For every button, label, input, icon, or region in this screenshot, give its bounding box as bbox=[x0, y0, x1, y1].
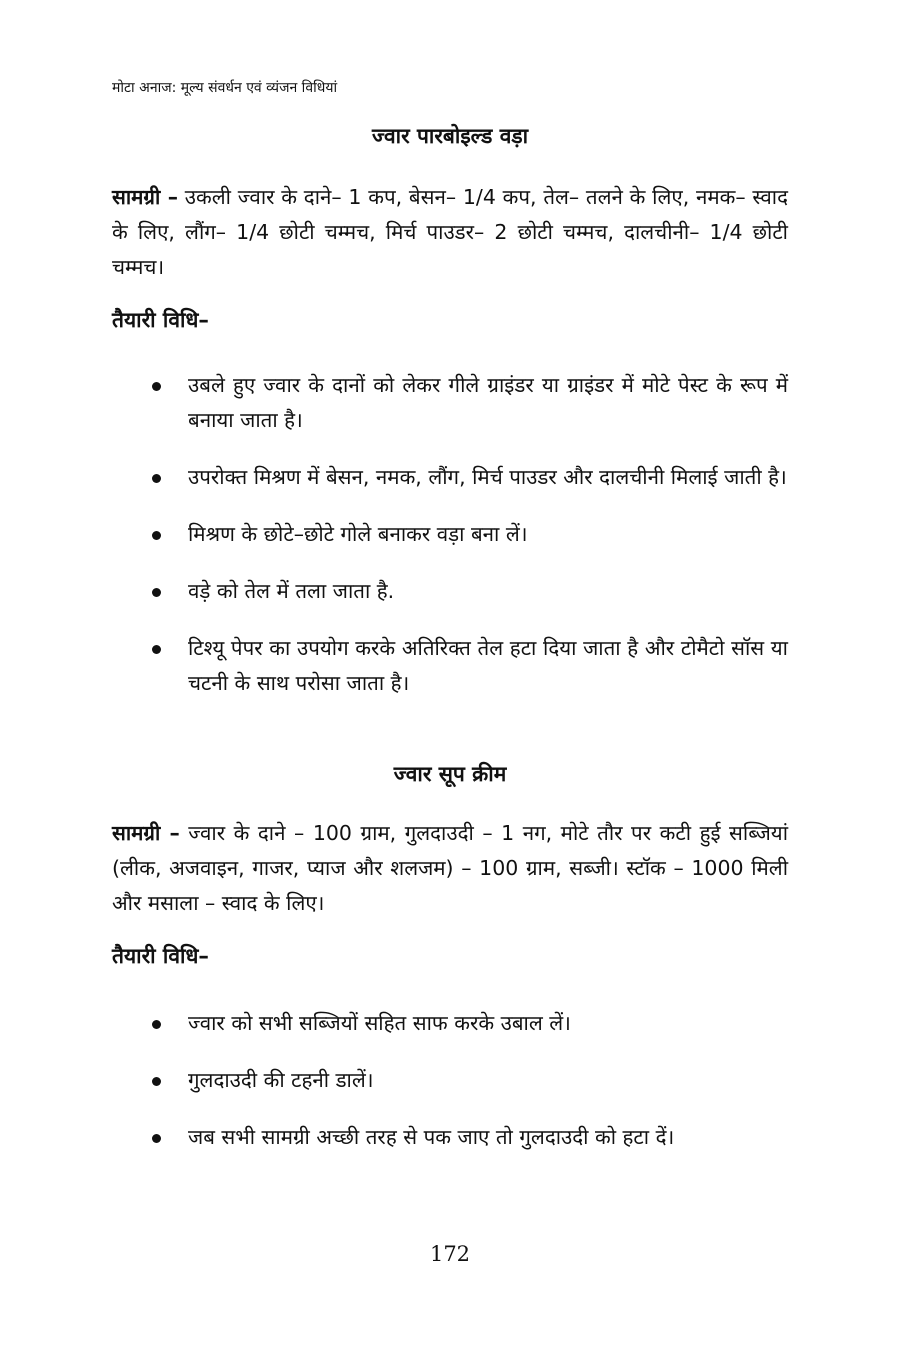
list-item bbox=[112, 574, 788, 609]
step-text: मिश्रण के छोटे–छोटे गोले बनाकर वड़ा बना लें। bbox=[188, 522, 528, 546]
step-text: उपरोक्त मिश्रण में बेसन, नमक, लौंग, मिर्च पाउडर और दालचीनी मिलाई जाती है। bbox=[188, 465, 787, 489]
step-text: जब सभी सामग्री अच्छी तरह से पक जाए तो गुलदाउदी को हटा दें। bbox=[188, 1125, 675, 1149]
list-item bbox=[112, 1063, 788, 1098]
running-head: मोटा अनाज: मूल्य संवर्धन एवं व्यंजन विधियां bbox=[112, 80, 338, 96]
step-text: गुलदाउदी की टहनी डालें। bbox=[188, 1068, 374, 1092]
list-item bbox=[112, 460, 788, 495]
recipe2-method-heading: तैयारी विधि– bbox=[112, 944, 209, 968]
bullet-icon bbox=[152, 474, 161, 483]
ingredients-text: उकली ज्वार के दाने– 1 कप, बेसन– 1/4 कप, तेल– तलने के लिए, नमक– स्वाद के लिए, लौंग– 1/4 छोटी चम्मच, मिर्च पाउडर– 2 छोटी चम्मच, दालचीनी– 1/4 छोटी चम्मच। bbox=[112, 185, 788, 279]
step-text: ज्वार को सभी सब्जियों सहित साफ करके उबाल लें। bbox=[188, 1011, 571, 1035]
list-item bbox=[112, 631, 788, 701]
recipe-title-jowar-soup-cream: ज्वार सूप क्रीम bbox=[393, 762, 507, 786]
ingredients-label: सामग्री – bbox=[112, 821, 180, 845]
recipe1-method-heading: तैयारी विधि– bbox=[112, 308, 209, 332]
bullet-icon bbox=[152, 1077, 161, 1086]
bullet-icon bbox=[152, 645, 161, 654]
bullet-icon bbox=[152, 382, 161, 391]
bullet-icon bbox=[152, 1020, 161, 1029]
recipe1-steps bbox=[112, 368, 788, 701]
bullet-icon bbox=[152, 588, 161, 597]
ingredients-text: ज्वार के दाने – 100 ग्राम, गुलदाउदी – 1 नग, मोटे तौर पर कटी हुई सब्जियां (लीक, अजवाइन, गाजर, प्याज और शलजम) – 100 ग्राम, सब्जी। स्टॉक – 1000 मिली और मसाला – स्वाद के लिए। bbox=[112, 821, 788, 915]
step-text: उबले हुए ज्वार के दानों को लेकर गीले ग्राइंडर या ग्राइंडर में मोटे पेस्ट के रूप में बनाया जाता है। bbox=[188, 373, 788, 432]
step-text: टिश्यू पेपर का उपयोग करके अतिरिक्त तेल हटा दिया जाता है और टोमैटो सॉस या चटनी के साथ परोसा जाता है। bbox=[188, 636, 788, 695]
list-item bbox=[112, 1120, 788, 1155]
bullet-icon bbox=[152, 1134, 161, 1143]
page-number: 172 bbox=[429, 1242, 471, 1266]
step-text: वड़े को तेल में तला जाता है. bbox=[188, 579, 395, 603]
recipe1-ingredients bbox=[112, 180, 788, 285]
recipe2-steps bbox=[112, 1006, 788, 1155]
bullet-icon bbox=[152, 531, 161, 540]
list-item bbox=[112, 517, 788, 552]
list-item bbox=[112, 1006, 788, 1041]
recipe2-ingredients bbox=[112, 816, 788, 921]
ingredients-label: सामग्री – bbox=[112, 185, 178, 209]
recipe-title-jowar-parboiled-vada: ज्वार पारबोइल्ड वड़ा bbox=[371, 124, 529, 148]
list-item bbox=[112, 368, 788, 438]
